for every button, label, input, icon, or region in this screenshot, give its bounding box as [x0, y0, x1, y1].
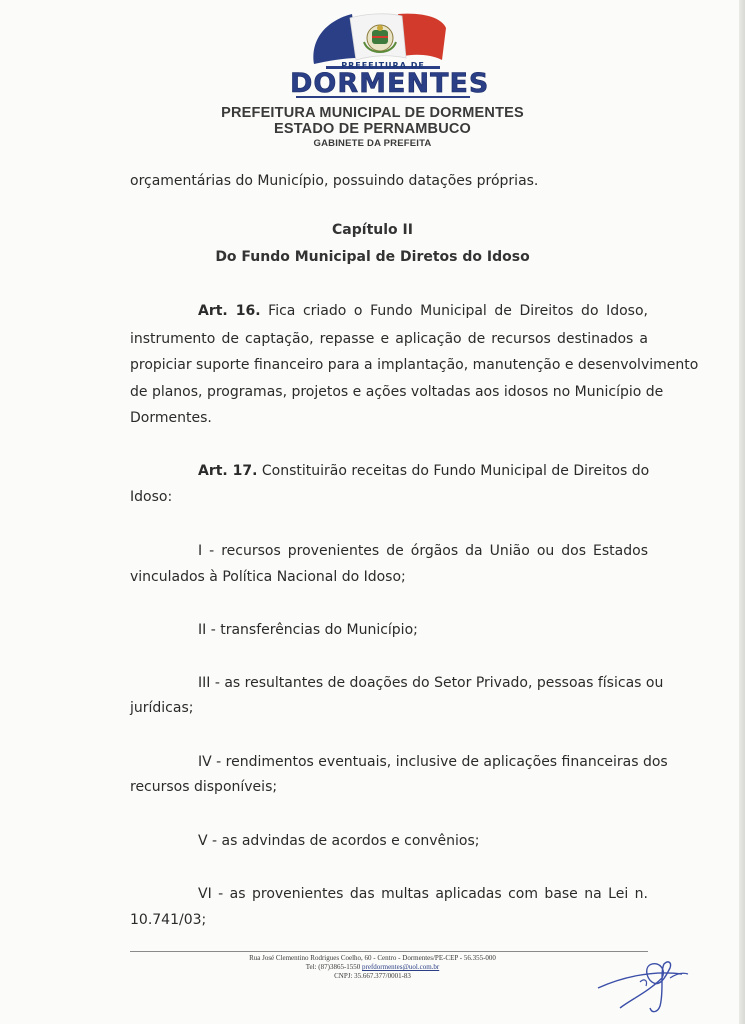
- item-ii: II - transferências do Município;: [198, 622, 418, 638]
- item-iii-line-2: jurídicas;: [130, 700, 194, 716]
- footer-email-link[interactable]: prefdormentes@uol.com.br: [362, 963, 440, 971]
- art16-text-1: Fica criado o Fundo Municipal de Direitos do Idoso,: [268, 303, 648, 319]
- logo-caption: PREFEITURA DE: [341, 61, 425, 70]
- chapter-heading: Capítulo II: [332, 222, 413, 238]
- art16-label: Art. 16.: [198, 303, 261, 319]
- footer-address: Rua José Clementino Rodrigues Coelho, 60 - Centro - Dormentes/PE-CEP - 56.355-000: [249, 954, 496, 962]
- item-vi-line-2: 10.741/03;: [130, 912, 207, 928]
- header-office: GABINETE DA PREFEITA: [313, 138, 432, 149]
- page-edge: [739, 0, 745, 1024]
- continuation-line: orçamentárias do Município, possuindo datações próprias.: [130, 173, 539, 189]
- item-iv-line-2: recursos disponíveis;: [130, 779, 278, 795]
- art17-label: Art. 17.: [198, 463, 258, 479]
- item-iii-line-1: III - as resultantes de doações do Setor Privado, pessoas físicas ou: [198, 675, 664, 691]
- item-vi-line-1: VI - as provenientes das multas aplicadas com base na Lei n.: [198, 886, 648, 902]
- chapter-title: Do Fundo Municipal de Diretos do Idoso: [215, 249, 530, 265]
- art16-line-5: Dormentes.: [130, 410, 212, 426]
- header-municipality: PREFEITURA MUNICIPAL DE DORMENTES: [221, 105, 524, 121]
- header-state: ESTADO DE PERNAMBUCO: [273, 121, 472, 137]
- art17-text-1: Constituirão receitas do Fundo Municipal de Direitos do: [261, 463, 650, 479]
- footer-cnpj: CNPJ: 35.667.377/0001-83: [334, 972, 411, 980]
- art17-first-line: [198, 462, 648, 480]
- footer-phone: Tel: (87)3865-1550: [305, 963, 361, 971]
- item-v: V - as advindas de acordos e convênios;: [198, 833, 480, 849]
- item-i-line-2: vinculados à Política Nacional do Idoso;: [130, 569, 406, 585]
- logo-wordmark: DORMENTES: [290, 68, 490, 99]
- item-iv-line-1: IV - rendimentos eventuais, inclusive de aplicações financeiras dos: [198, 754, 668, 770]
- item-i-line-1: I - recursos provenientes de órgãos da União ou dos Estados: [198, 543, 648, 559]
- art16-first-line: [198, 302, 648, 320]
- art16-line-2: instrumento de captação, repasse e aplicação de recursos destinados a: [130, 331, 648, 347]
- art16-line-3: propiciar suporte financeiro para a implantação, manutenção e desenvolvimento: [130, 357, 699, 373]
- art16-line-4: de planos, programas, projetos e ações voltadas aos idosos no Município de: [130, 384, 664, 400]
- art17-line-2: Idoso:: [130, 489, 173, 505]
- footer-rule: [130, 951, 648, 952]
- handwritten-signature: [590, 948, 710, 1018]
